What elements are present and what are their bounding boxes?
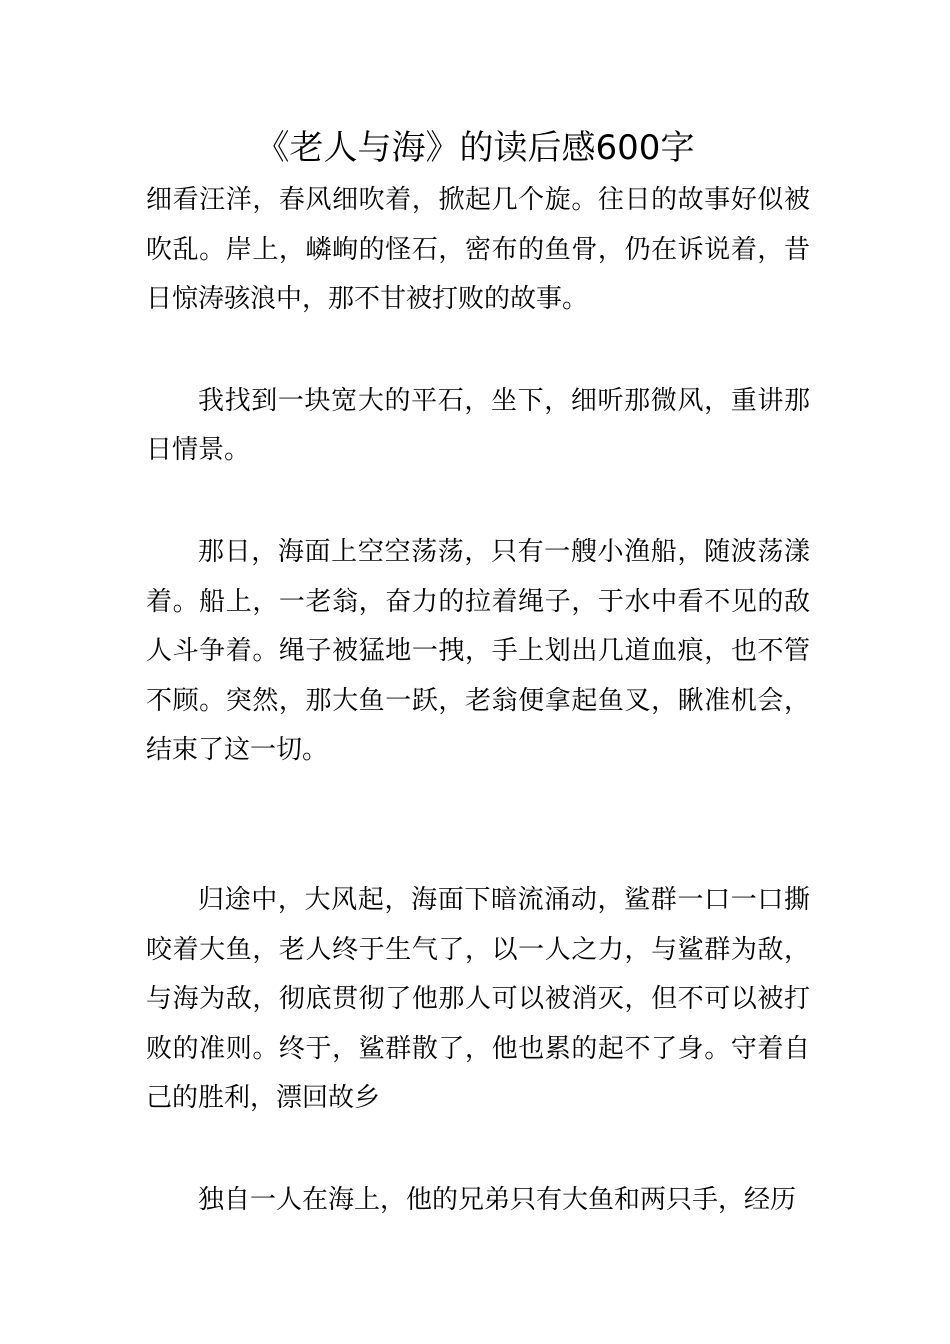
- paragraph-4: 归途中，大风起，海面下暗流涌动，鲨群一口一口撕咬着大鱼，老人终于生气了，以一人之力，与鲨群为敌，与海为敌，彻底贯彻了他那人可以被消灭，但不可以被打败的准则。终于，鲨群散了，他也累的起不了身。守着自己的胜利，漂回故乡: [146, 884, 810, 1114]
- paragraph-gap: [146, 325, 810, 377]
- document-title: 《老人与海》的读后感600字: [255, 128, 695, 168]
- paragraph-gap: [146, 476, 810, 528]
- paragraph-gap: [146, 1124, 810, 1176]
- paragraph-2: 我找到一块宽大的平石，坐下，细听那微风，重讲那日情景。: [146, 385, 810, 466]
- paragraph-5: 独自一人在海上，他的兄弟只有大鱼和两只手，经历: [198, 1184, 797, 1215]
- paragraph-gap: [146, 776, 810, 876]
- paragraph-3: 那日，海面上空空荡荡，只有一艘小渔船，随波荡漾着。船上，一老翁，奋力的拉着绳子，于水中看不见的敌人斗争着。绳子被猛地一拽，手上划出几道血痕，也不管不顾。突然，那大鱼一跃，老翁便拿起鱼叉，瞅准机会，结束了这一切。: [146, 536, 810, 766]
- document-body: [146, 176, 810, 1226]
- paragraph-1: 细看汪洋，春风细吹着，掀起几个旋。往日的故事好似被吹乱。岸上，嶙峋的怪石，密布的鱼骨，仍在诉说着，昔日惊涛骇浪中，那不甘被打败的故事。: [146, 185, 810, 315]
